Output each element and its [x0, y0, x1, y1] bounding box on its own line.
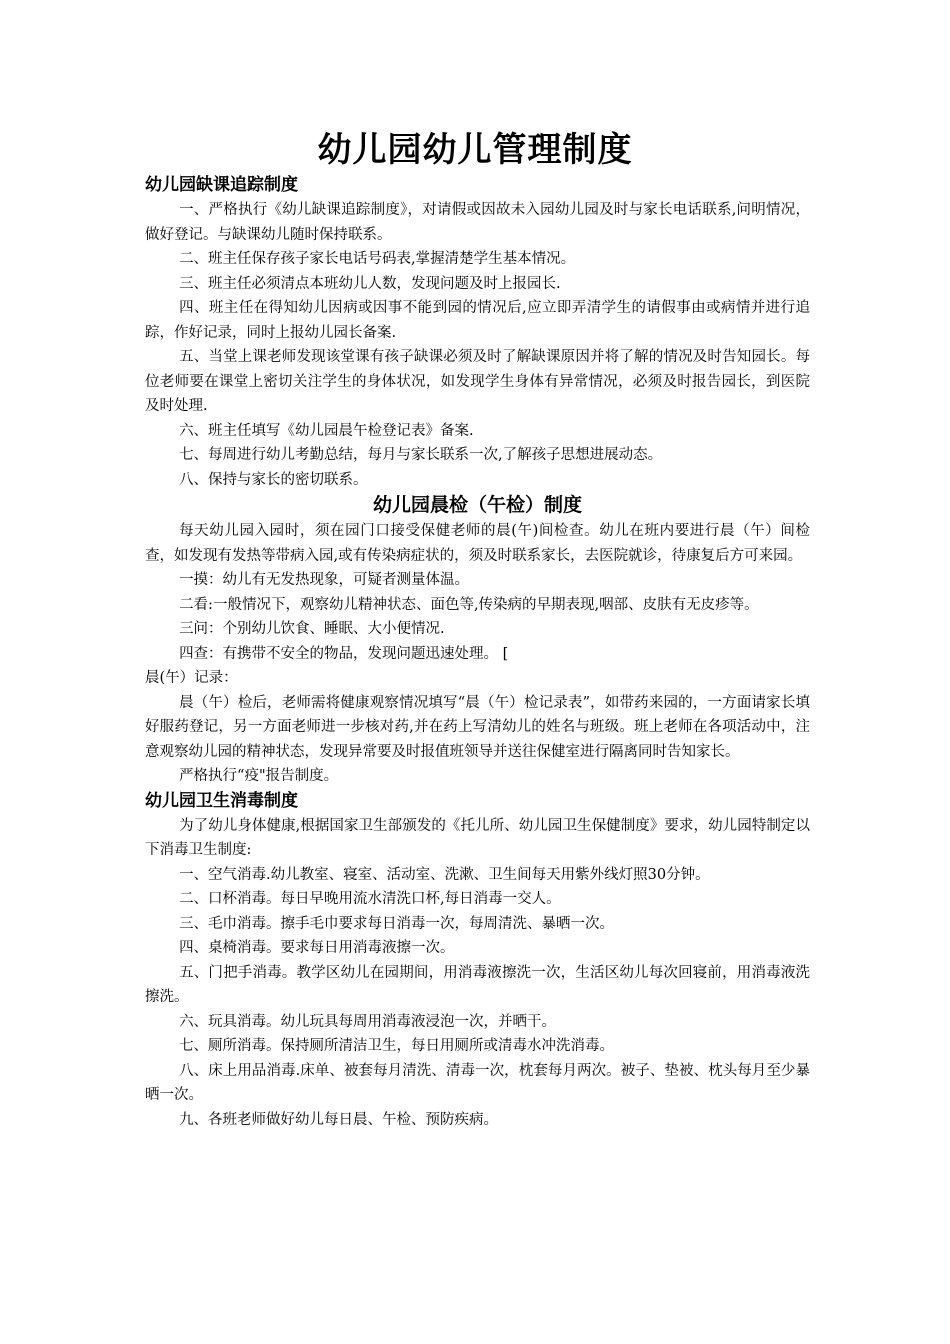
paragraph: 严格执行“疫"报告制度。 [179, 768, 339, 784]
paragraph: 七、每周进行幼儿考勤总结，每月与家长联系一次,了解孩子思想进展动态。 [179, 447, 663, 463]
section-disinfection [145, 789, 810, 1133]
paragraph: 八、保持与家长的密切联系。 [179, 471, 368, 488]
paragraph-intro: 每天幼儿园入园时，须在园门口接受保健老师的晨(午)间检查。幼儿在班内要进行晨（午）间检查，如发现有发热等带病入园,或有传染病症状的，须及时联系家长，去医院就诊，待康复后方可来园。 [145, 523, 810, 564]
paragraph: 五、门把手消毒。教学区幼儿在园期间，用消毒液擦洗一次，生活区幼儿每次回寝前，用消毒液洗擦洗。 [145, 964, 810, 1005]
paragraph: 九、各班老师做好幼儿每日晨、午检、预防疾病。 [179, 1111, 499, 1128]
document-title: 幼儿园幼儿管理制度 [317, 130, 633, 170]
paragraph: 二看:一般情况下，观察幼儿精神状态、面色等,传染病的早期表现,咽部、皮肤有无皮疹等。 [179, 596, 759, 613]
paragraph: 一摸：幼儿有无发热现象，可疑者测量体温。 [179, 572, 470, 588]
section-heading: 幼儿园缺课追踪制度 [145, 175, 298, 195]
paragraph: 三、毛巾消毒。擦手毛巾要求每日消毒一次，每周清洗、暴晒一次。 [179, 915, 615, 932]
paragraph: 一、空气消毒.幼儿教室、寝室、活动室、洗漱、卫生间每天用紫外线灯照30分钟。 [179, 866, 710, 883]
document-body [145, 173, 810, 1132]
section-heading: 幼儿园晨检（午检）制度 [372, 494, 582, 516]
paragraph: 四、班主任在得知幼儿因病或因事不能到园的情况后,应立即弄清学生的请假事由或病情并进行追踪，作好记录，同时上报幼儿园长备案. [145, 300, 810, 341]
paragraph: 三问：个别幼儿饮食、睡眠、大小便情况. [179, 621, 445, 637]
record-label: 晨(午）记录： [145, 670, 238, 686]
section-heading: 幼儿园卫生消毒制度 [145, 790, 298, 811]
section-absence-tracking [145, 173, 810, 492]
section-morning-check [145, 492, 810, 789]
paragraph: 六、玩具消毒。幼儿玩具每周用消毒液浸泡一次，并晒干。 [179, 1013, 557, 1030]
paragraph: 四查：有携带不安全的物品，发现问题迅速处理。 [ [179, 645, 509, 662]
paragraph: 三、班主任必须清点本班幼儿人数，发现问题及时上报园长. [179, 275, 561, 292]
paragraph: 八、床上用品消毒.床单、被套每月清洗、清毒一次，枕套每月两次。被子、垫被、枕头每月至少暴晒一次。 [145, 1062, 810, 1103]
paragraph: 五、当堂上课老师发现该堂课有孩子缺课必须及时了解缺课原因并将了解的情况及时告知园长。每位老师要在课堂上密切关注学生的身体状况，如发现学生身体有异常情况，必须及时报告园长，到医院及时处理. [145, 349, 810, 414]
paragraph: 一、严格执行《幼儿缺课追踪制度》，对请假或因故未入园幼儿园及时与家长电话联系,问明情况，做好登记。与缺课幼儿随时保持联系。 [145, 202, 810, 243]
paragraph: 为了幼儿身体健康,根据国家卫生部颁发的《托儿所、幼儿园卫生保健制度》要求，幼儿园特制定以下消毒卫生制度: [145, 817, 810, 858]
paragraph: 晨（午）检后，老师需将健康观察情况填写“晨（午）检记录表”，如带药来园的，一方面请家长填好服药登记，另一方面老师进一步核对药,并在药上写清幼儿的姓名与班级。班上老师在各项活动中，注意观察幼儿园的精神状态，发现异常要及时报值班领导并送往保健室进行隔离同时告知家长。 [145, 694, 810, 760]
paragraph: 七、厕所消毒。保持厕所清洁卫生，每日用厕所或清毒水冲洗消毒。 [179, 1038, 615, 1054]
paragraph: 六、班主任填写《幼儿园晨午检登记表》备案. [179, 422, 474, 439]
paragraph: 四、桌椅消毒。要求每日用消毒液擦一次。 [179, 940, 455, 956]
paragraph: 二、班主任保存孩子家长电话号码表,掌握清楚学生基本情况。 [179, 251, 576, 267]
paragraph: 二、口杯消毒。每日早晚用流水清洗口杯,每日消毒一交人。 [179, 891, 561, 907]
